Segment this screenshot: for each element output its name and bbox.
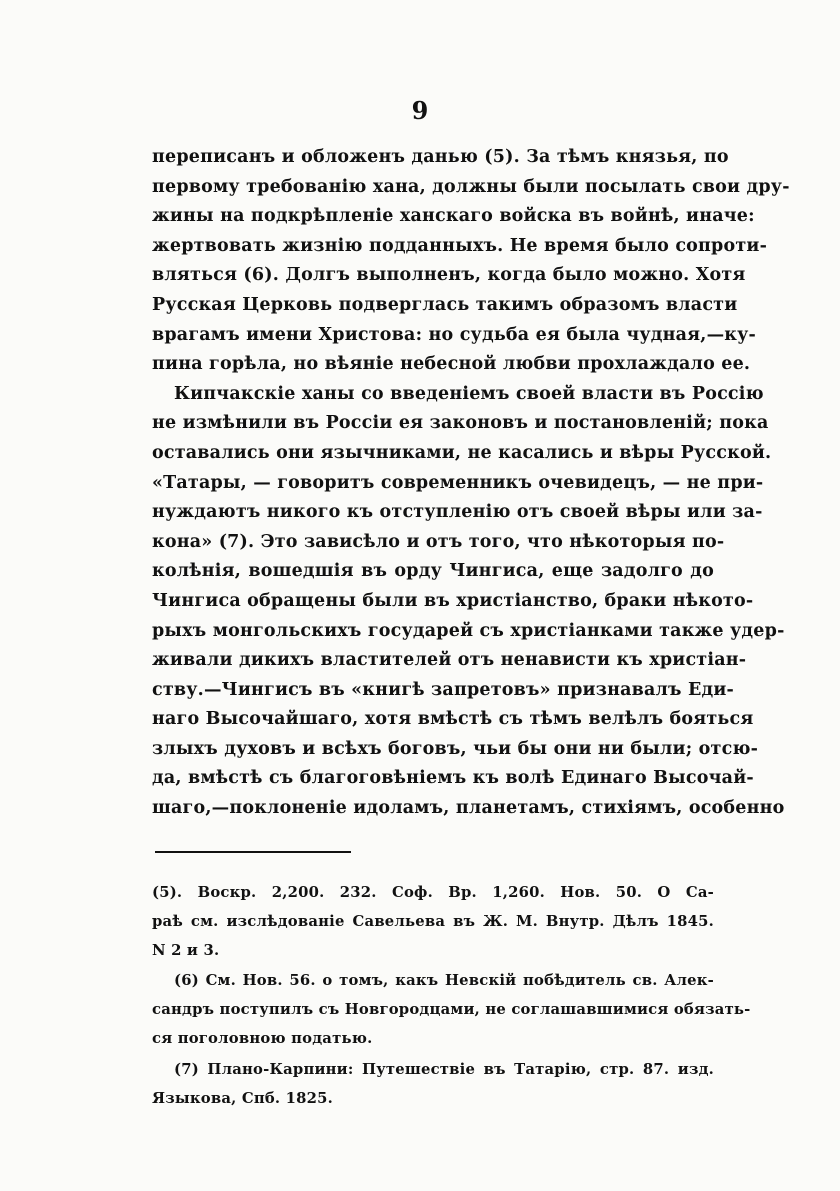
text-line: кона» (7). Это зависѣло и отъ того, что нѣкоторыя по- xyxy=(152,531,725,552)
text-line: переписанъ и обложенъ данью (5). За тѣмъ князья, по xyxy=(152,147,729,167)
text-line: нуждаютъ никого къ отступленію отъ своей вѣры или за- xyxy=(152,502,763,523)
text-line: живали дикихъ властителей отъ ненависти къ христіан- xyxy=(152,650,747,671)
text-line: жины на подкрѣпленіе ханскаго войска въ войнѣ, иначе: xyxy=(152,206,755,227)
text-line: да, вмѣстѣ съ благоговѣніемъ къ волѣ Единаго Высочай- xyxy=(152,768,754,789)
text-line: злыхъ духовъ и всѣхъ боговъ, чьи бы они ни были; отсю- xyxy=(152,738,759,759)
footnote-line: (6) См. Нов. 56. о томъ, какъ Невскій побѣдитель св. Алек- xyxy=(174,972,714,990)
text-line: Чингиса обращены были въ христіанство, браки нѣкото- xyxy=(152,590,754,611)
footnote-line: (5). Воскр. 2,200. 232. Соф. Вр. 1,260. Нов. 50. О Са- xyxy=(152,884,714,901)
text-line: наго Высочайшаго, хотя вмѣстѣ съ тѣмъ велѣлъ бояться xyxy=(152,709,754,730)
text-line: «Татары, — говоритъ современникъ очевидецъ, — не при- xyxy=(152,472,764,493)
text-line: Кипчакскіе ханы со введеніемъ своей власти въ Россію xyxy=(174,383,764,404)
footnote-line: N 2 и 3. xyxy=(152,941,220,959)
text-line: первому требованію хана, должны были посылать свои дру- xyxy=(152,176,790,197)
footnotes xyxy=(152,879,751,1113)
text-line: вляться (6). Долгъ выполненъ, когда было можно. Хотя xyxy=(152,265,746,286)
text-line: Русская Церковь подверглась такимъ образомъ власти xyxy=(152,294,738,315)
text-line: врагамъ имени Христова: но судьба ея была чудная,—ку- xyxy=(152,324,756,345)
page-number: 9 xyxy=(411,96,429,125)
text-line: не измѣнили въ Россіи ея законовъ и постановленій; пока xyxy=(152,413,769,434)
footnote-separator xyxy=(155,851,351,853)
footnote-line: раѣ см. изслѣдованіе Савельева въ Ж. М. Внутр. Дѣлъ 1845. xyxy=(152,912,714,930)
text-line: колѣнія, вошедшія въ орду Чингиса, еще задолго до xyxy=(152,561,714,582)
text-line: ству.—Чингисъ въ «книгѣ запретовъ» признавалъ Еди- xyxy=(152,679,735,700)
text-line: шаго,—поклоненіе идоламъ, планетамъ, стихіямъ, особенно xyxy=(152,798,785,819)
footnote-line: сандръ поступилъ съ Новгородцами, не соглашавшимися обязать- xyxy=(152,1001,751,1019)
text-line: рыхъ монгольскихъ государей съ христіанками также удер- xyxy=(152,620,785,641)
text-line: пина горѣла, но вѣяніе небесной любви прохлаждало ее. xyxy=(152,354,751,375)
text-line: оставались они язычниками, не касались и вѣры Русской. xyxy=(152,442,772,463)
footnote-line: (7) Плано-Карпини: Путешествіе въ Татарію, стр. 87. изд. xyxy=(174,1060,714,1078)
footnote-line: Языкова, Спб. 1825. xyxy=(152,1089,333,1107)
footnote-line: ся поголовною податью. xyxy=(152,1029,373,1047)
text-line: жертвовать жизнію подданныхъ. Не время было сопроти- xyxy=(152,235,768,256)
main-text xyxy=(152,143,790,824)
